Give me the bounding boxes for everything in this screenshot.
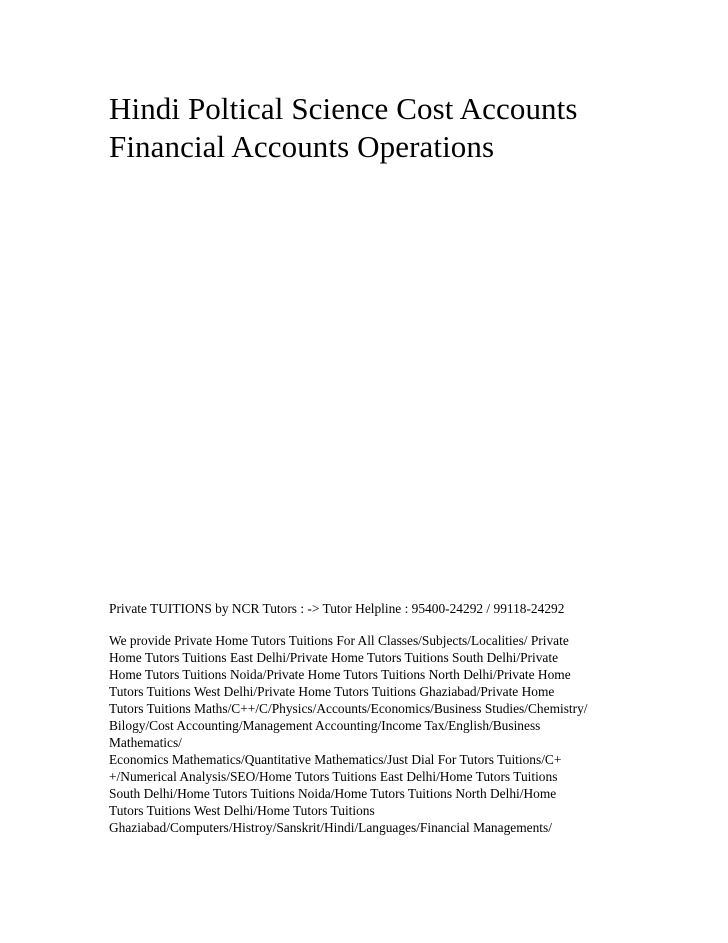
title-line-1: Hindi Poltical Science Cost Accounts <box>109 91 578 126</box>
paragraph-line: South Delhi/Home Tutors Tuitions Noida/Home Tutors Tuitions North Delhi/Home <box>109 786 557 801</box>
paragraph-line: Economics Mathematics/Quantitative Mathematics/Just Dial For Tutors Tuitions/C+ <box>109 752 562 767</box>
paragraph-line: Tutors Tuitions West Delhi/Home Tutors Tuitions <box>109 803 375 818</box>
title-line-2: Financial Accounts Operations <box>109 129 495 164</box>
paragraph-line: Bilogy/Cost Accounting/Management Accounting/Income Tax/English/Business <box>109 718 541 733</box>
document-title <box>109 90 669 166</box>
paragraph-line: Ghaziabad/Computers/Histroy/Sanskrit/Hindi/Languages/Financial Managements/ <box>109 820 552 835</box>
tutor-helpline-text: Private TUITIONS by NCR Tutors : -> Tutor Helpline : 95400-24292 / 99118-24292 <box>109 601 565 616</box>
paragraph-line: Home Tutors Tuitions East Delhi/Private Home Tutors Tuitions South Delhi/Private <box>109 650 559 665</box>
paragraph-line: Mathematics/ <box>109 735 182 750</box>
services-paragraph <box>109 632 588 836</box>
paragraph-line: Tutors Tuitions Maths/C++/C/Physics/Accounts/Economics/Business Studies/Chemistry/ <box>109 701 588 716</box>
paragraph-line: Home Tutors Tuitions Noida/Private Home Tutors Tuitions North Delhi/Private Home <box>109 667 571 682</box>
paragraph-line: Tutors Tuitions West Delhi/Private Home Tutors Tuitions Ghaziabad/Private Home <box>109 684 555 699</box>
paragraph-line: +/Numerical Analysis/SEO/Home Tutors Tuitions East Delhi/Home Tutors Tuitions <box>109 769 558 784</box>
paragraph-line: We provide Private Home Tutors Tuitions For All Classes/Subjects/Localities/ Private <box>109 633 569 648</box>
